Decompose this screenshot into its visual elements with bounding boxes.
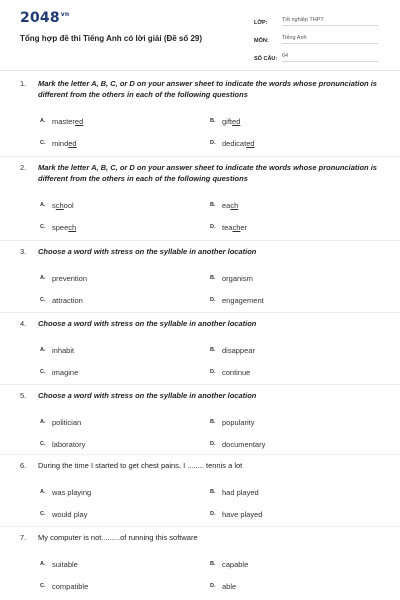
question-text: Mark the letter A, B, C, or D on your answer sheet to indicate the words whose pronunciation is different from the others in each of the following questions bbox=[38, 163, 377, 183]
option-text bbox=[222, 117, 240, 126]
option-row bbox=[20, 339, 380, 361]
option-text bbox=[52, 488, 91, 497]
answer-option[interactable] bbox=[210, 440, 380, 449]
question-text: During the time I started to get chest pains, I ........ tennis a lot bbox=[38, 461, 243, 470]
option-text bbox=[52, 117, 83, 126]
option-underlined-part: ed bbox=[232, 116, 241, 126]
option-text bbox=[222, 510, 262, 519]
option-text bbox=[222, 368, 250, 377]
option-letter: A. bbox=[40, 561, 46, 567]
document-title: Tổng hợp đề thi Tiếng Anh có lời giải (Đề số 29) bbox=[20, 34, 203, 43]
option-letter: D. bbox=[210, 511, 216, 517]
answer-option[interactable] bbox=[40, 488, 210, 497]
document-meta bbox=[254, 12, 378, 66]
option-text-part: able bbox=[222, 581, 237, 591]
answer-option[interactable] bbox=[40, 117, 210, 126]
option-text bbox=[222, 488, 259, 497]
option-letter: B. bbox=[210, 347, 216, 353]
answer-option[interactable] bbox=[210, 368, 380, 377]
option-row bbox=[20, 411, 380, 433]
answer-options bbox=[20, 553, 380, 597]
option-letter: D. bbox=[210, 369, 216, 375]
option-underlined-part: ch bbox=[230, 200, 239, 210]
answer-option[interactable] bbox=[40, 139, 210, 148]
option-letter: A. bbox=[40, 202, 46, 208]
option-text-part: imagine bbox=[52, 367, 79, 377]
answer-option[interactable] bbox=[210, 510, 380, 519]
option-letter: B. bbox=[210, 275, 216, 281]
option-underlined-part: ed bbox=[68, 138, 77, 148]
question-divider bbox=[0, 240, 400, 241]
option-letter: B. bbox=[210, 202, 216, 208]
answer-option[interactable] bbox=[40, 560, 210, 569]
question-header bbox=[20, 318, 380, 329]
option-letter: B. bbox=[210, 419, 216, 425]
answer-option[interactable] bbox=[40, 440, 210, 449]
question-divider bbox=[0, 384, 400, 385]
answer-option[interactable] bbox=[210, 274, 380, 283]
option-text-part: s bbox=[52, 200, 56, 210]
answer-options bbox=[20, 339, 380, 383]
answer-option[interactable] bbox=[40, 346, 210, 355]
option-text bbox=[52, 346, 74, 355]
option-row bbox=[20, 216, 380, 238]
option-text-part: compatible bbox=[52, 581, 89, 591]
option-text-part: organism bbox=[222, 273, 253, 283]
option-text-part: spee bbox=[52, 222, 69, 232]
option-text bbox=[52, 510, 87, 519]
option-text bbox=[52, 223, 76, 232]
option-text bbox=[222, 223, 247, 232]
option-row bbox=[20, 433, 380, 455]
answer-option[interactable] bbox=[210, 582, 380, 591]
option-letter: C. bbox=[40, 511, 46, 517]
option-text-part: tea bbox=[222, 222, 233, 232]
question-text: Choose a word with stress on the syllable in another location bbox=[38, 391, 257, 400]
question-text: My computer is not.........of running this software bbox=[38, 533, 198, 542]
question-2 bbox=[20, 162, 380, 238]
option-text-part: disappear bbox=[222, 345, 255, 355]
option-row bbox=[20, 289, 380, 311]
option-row bbox=[20, 553, 380, 575]
option-text-part: inhabit bbox=[52, 345, 75, 355]
option-letter: C. bbox=[40, 297, 46, 303]
option-text bbox=[52, 560, 78, 569]
answer-option[interactable] bbox=[210, 223, 380, 232]
question-header bbox=[20, 460, 380, 471]
option-underlined-part: ch bbox=[68, 222, 77, 232]
meta-label: LỚP: bbox=[254, 20, 268, 26]
document-header bbox=[0, 0, 400, 71]
option-text-part: have played bbox=[222, 509, 263, 519]
question-header bbox=[20, 162, 380, 184]
question-number: 3. bbox=[20, 247, 27, 256]
option-text bbox=[222, 582, 236, 591]
question-text: Choose a word with stress on the syllable in another location bbox=[38, 319, 257, 328]
option-letter: B. bbox=[210, 561, 216, 567]
option-text bbox=[52, 274, 87, 283]
question-divider bbox=[0, 454, 400, 455]
answer-option[interactable] bbox=[210, 201, 380, 210]
question-divider bbox=[0, 312, 400, 313]
option-text-part: prevention bbox=[52, 273, 88, 283]
option-row bbox=[20, 361, 380, 383]
option-text bbox=[222, 296, 264, 305]
option-letter: C. bbox=[40, 224, 46, 230]
option-text bbox=[222, 139, 255, 148]
option-text bbox=[52, 368, 78, 377]
option-letter: B. bbox=[210, 489, 216, 495]
option-text-part: attraction bbox=[52, 295, 83, 305]
answer-options bbox=[20, 194, 380, 238]
question-header bbox=[20, 78, 380, 100]
question-header bbox=[20, 246, 380, 257]
question-number: 2. bbox=[20, 163, 27, 172]
option-text-part: documentary bbox=[222, 439, 266, 449]
option-text bbox=[52, 582, 88, 591]
option-text-part: mind bbox=[52, 138, 69, 148]
question-6 bbox=[20, 460, 380, 525]
option-text-part: master bbox=[52, 116, 75, 126]
meta-value: Tốt nghiệp THPT bbox=[282, 17, 378, 26]
logo-suffix: vn bbox=[60, 11, 70, 19]
answer-option[interactable] bbox=[40, 296, 210, 305]
answer-option[interactable] bbox=[210, 117, 380, 126]
question-divider bbox=[0, 156, 400, 157]
option-letter: B. bbox=[210, 118, 216, 124]
option-underlined-part: ed bbox=[246, 138, 255, 148]
option-text bbox=[222, 560, 248, 569]
question-7 bbox=[20, 532, 380, 597]
option-row bbox=[20, 267, 380, 289]
option-row bbox=[20, 575, 380, 597]
meta-row-count bbox=[254, 48, 378, 62]
option-text-part: had played bbox=[222, 487, 259, 497]
logo-text: 2048 bbox=[20, 10, 60, 26]
meta-row-subject bbox=[254, 30, 378, 44]
question-text: Choose a word with stress on the syllable in another location bbox=[38, 247, 257, 256]
answer-options bbox=[20, 481, 380, 525]
option-text-part: ool bbox=[63, 200, 74, 210]
question-4 bbox=[20, 318, 380, 383]
option-letter: C. bbox=[40, 369, 46, 375]
option-letter: A. bbox=[40, 419, 46, 425]
question-5 bbox=[20, 390, 380, 455]
option-text bbox=[222, 201, 238, 210]
answer-options bbox=[20, 110, 380, 154]
question-divider bbox=[0, 526, 400, 527]
answer-option[interactable] bbox=[40, 201, 210, 210]
option-text-part: gift bbox=[222, 116, 233, 126]
option-letter: D. bbox=[210, 441, 216, 447]
meta-value: Tiếng Anh bbox=[282, 35, 378, 44]
option-text bbox=[52, 440, 85, 449]
option-row bbox=[20, 503, 380, 525]
option-text bbox=[52, 418, 81, 427]
option-letter: A. bbox=[40, 489, 46, 495]
option-letter: C. bbox=[40, 441, 46, 447]
option-text-part: engagement bbox=[222, 295, 264, 305]
question-number: 6. bbox=[20, 461, 27, 470]
question-text: Mark the letter A, B, C, or D on your answer sheet to indicate the words whose pronunciation is different from the others in each of the following questions bbox=[38, 79, 377, 99]
option-underlined-part: ch bbox=[232, 222, 241, 232]
answer-options bbox=[20, 267, 380, 311]
option-text bbox=[222, 274, 253, 283]
option-row bbox=[20, 194, 380, 216]
answer-option[interactable] bbox=[40, 223, 210, 232]
option-text-part: dedicat bbox=[222, 138, 247, 148]
option-letter: D. bbox=[210, 583, 216, 589]
option-letter: A. bbox=[40, 118, 46, 124]
option-text bbox=[52, 296, 83, 305]
meta-label: MÔN: bbox=[254, 38, 269, 44]
question-number: 4. bbox=[20, 319, 27, 328]
option-letter: A. bbox=[40, 275, 46, 281]
option-underlined-part: ed bbox=[74, 116, 84, 126]
question-number: 5. bbox=[20, 391, 27, 400]
site-logo[interactable] bbox=[20, 10, 69, 26]
question-header bbox=[20, 390, 380, 401]
option-text bbox=[52, 201, 74, 210]
option-text-part: capable bbox=[222, 559, 249, 569]
option-text-part: ea bbox=[222, 200, 231, 210]
question-number: 1. bbox=[20, 79, 27, 88]
option-letter: D. bbox=[210, 224, 216, 230]
option-row bbox=[20, 110, 380, 132]
answer-option[interactable] bbox=[210, 139, 380, 148]
question-header bbox=[20, 532, 380, 543]
option-text-part: politician bbox=[52, 417, 82, 427]
option-letter: C. bbox=[40, 583, 46, 589]
answer-option[interactable] bbox=[40, 582, 210, 591]
answer-option[interactable] bbox=[40, 418, 210, 427]
option-letter: A. bbox=[40, 347, 46, 353]
option-text bbox=[222, 418, 255, 427]
answer-option[interactable] bbox=[210, 560, 380, 569]
meta-label: SỐ CÂU: bbox=[254, 56, 278, 62]
option-text-part: popularity bbox=[222, 417, 255, 427]
option-underlined-part: ch bbox=[55, 200, 64, 210]
answer-option[interactable] bbox=[210, 296, 380, 305]
answer-option[interactable] bbox=[210, 488, 380, 497]
option-text-part: laboratory bbox=[52, 439, 86, 449]
option-text bbox=[52, 139, 77, 148]
option-text bbox=[222, 440, 265, 449]
answer-option[interactable] bbox=[40, 274, 210, 283]
option-text-part: er bbox=[240, 222, 248, 232]
meta-value: 64 bbox=[282, 53, 378, 62]
answer-option[interactable] bbox=[210, 346, 380, 355]
answer-option[interactable] bbox=[40, 510, 210, 519]
answer-options bbox=[20, 411, 380, 455]
option-text-part: continue bbox=[222, 367, 251, 377]
option-text-part: was playing bbox=[52, 487, 92, 497]
option-letter: C. bbox=[40, 140, 46, 146]
option-text-part: suitable bbox=[52, 559, 78, 569]
option-text-part: would play bbox=[52, 509, 88, 519]
question-3 bbox=[20, 246, 380, 311]
option-letter: D. bbox=[210, 140, 216, 146]
answer-option[interactable] bbox=[210, 418, 380, 427]
option-letter: D. bbox=[210, 297, 216, 303]
option-row bbox=[20, 132, 380, 154]
option-row bbox=[20, 481, 380, 503]
question-1 bbox=[20, 78, 380, 154]
answer-option[interactable] bbox=[40, 368, 210, 377]
meta-row-class bbox=[254, 12, 378, 26]
question-number: 7. bbox=[20, 533, 27, 542]
option-text bbox=[222, 346, 255, 355]
